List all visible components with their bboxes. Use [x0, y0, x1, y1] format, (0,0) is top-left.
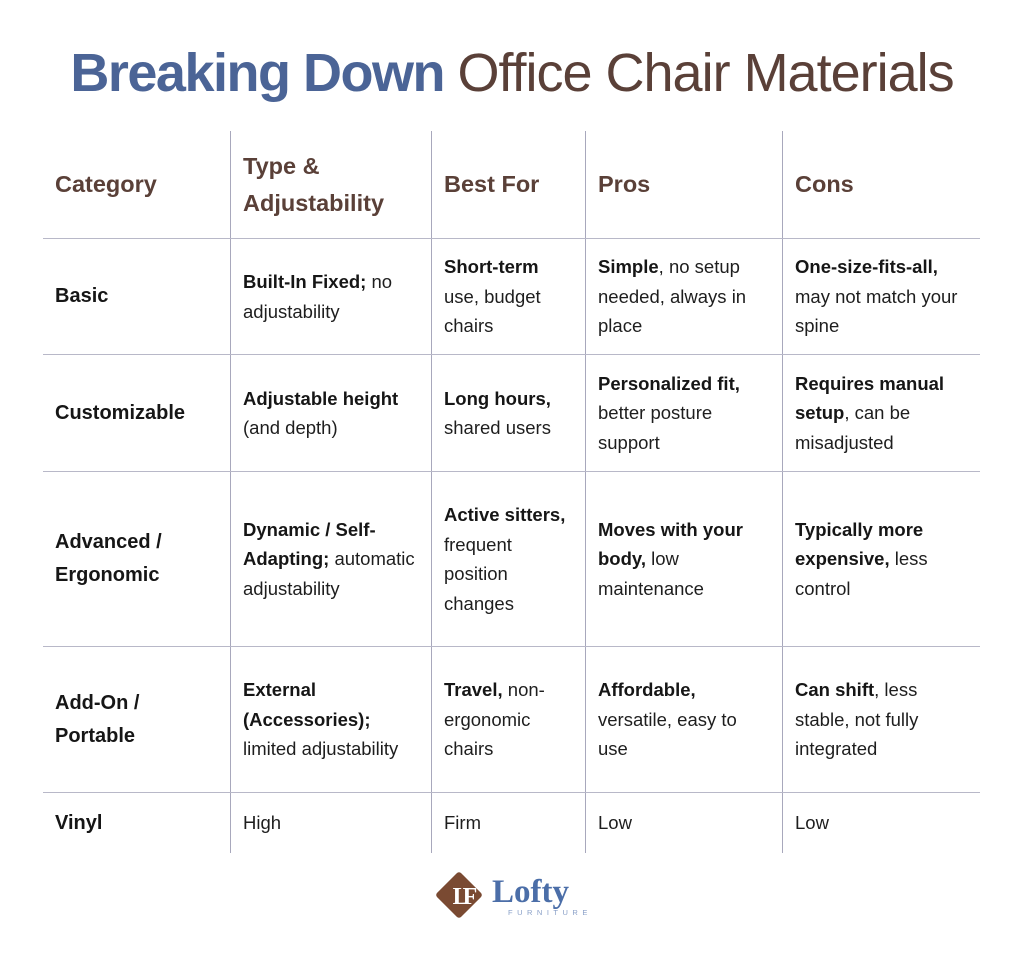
cell-pros: Simple, no setup needed, always in place	[586, 239, 783, 354]
cell-category: Advanced / Ergonomic	[43, 472, 231, 646]
table-row	[43, 355, 980, 472]
cell-type: High	[231, 793, 432, 853]
cell-type: Dynamic / Self-Adapting; automatic adjustability	[231, 472, 432, 646]
cell-best-for: Firm	[432, 793, 586, 853]
cell-category: Vinyl	[43, 793, 231, 853]
logo-subtitle: FURNITURE	[508, 908, 592, 917]
cell-category: Add-On / Portable	[43, 647, 231, 792]
header-pros: Pros	[586, 131, 783, 238]
cell-type: Adjustable height (and depth)	[231, 355, 432, 471]
cell-cons: Can shift, less stable, not fully integrated	[795, 679, 919, 760]
table-row	[43, 239, 980, 355]
header-best-for: Best For	[432, 131, 586, 238]
cell-pros: Low	[586, 793, 783, 853]
title-light: Office Chair Materials	[457, 43, 954, 103]
cell-best-for: Long hours, shared users	[432, 355, 586, 471]
logo-monogram: LF	[452, 884, 472, 910]
header-type: Type & Adjustability	[231, 131, 432, 238]
brand-logo	[438, 874, 598, 924]
cell-pros: Affordable, versatile, easy to use	[586, 647, 783, 792]
cell-best-for: Travel, non-ergonomic chairs	[432, 647, 586, 792]
table-header-row	[43, 131, 980, 239]
cell-type: Built-In Fixed; no adjustability	[231, 239, 432, 354]
cell-pros: Moves with your body, low maintenance	[586, 472, 783, 646]
cell-type: External (Accessories); limited adjustability	[231, 647, 432, 792]
cell-pros: Personalized fit, better posture support	[586, 355, 783, 471]
cell-cons: Typically more expensive, less control	[795, 518, 928, 599]
cell-category: Basic	[43, 239, 231, 354]
materials-table	[43, 131, 980, 853]
table-row	[43, 647, 980, 793]
logo-brand-name: Lofty	[492, 874, 569, 910]
table-row	[43, 472, 980, 647]
page-title	[0, 38, 1024, 108]
cell-category: Customizable	[43, 355, 231, 471]
header-cons: Cons	[795, 171, 854, 197]
cell-best-for: Short-term use, budget chairs	[432, 239, 586, 354]
cell-cons: Low	[795, 812, 829, 834]
cell-best-for: Active sitters, frequent position changes	[432, 472, 586, 646]
cell-cons: Requires manual setup, can be misadjusted	[795, 372, 945, 453]
title-bold: Breaking Down	[70, 43, 444, 103]
table-row	[43, 793, 980, 853]
header-category: Category	[43, 131, 231, 238]
cell-cons: One-size-fits-all, may not match your spine	[795, 256, 958, 337]
